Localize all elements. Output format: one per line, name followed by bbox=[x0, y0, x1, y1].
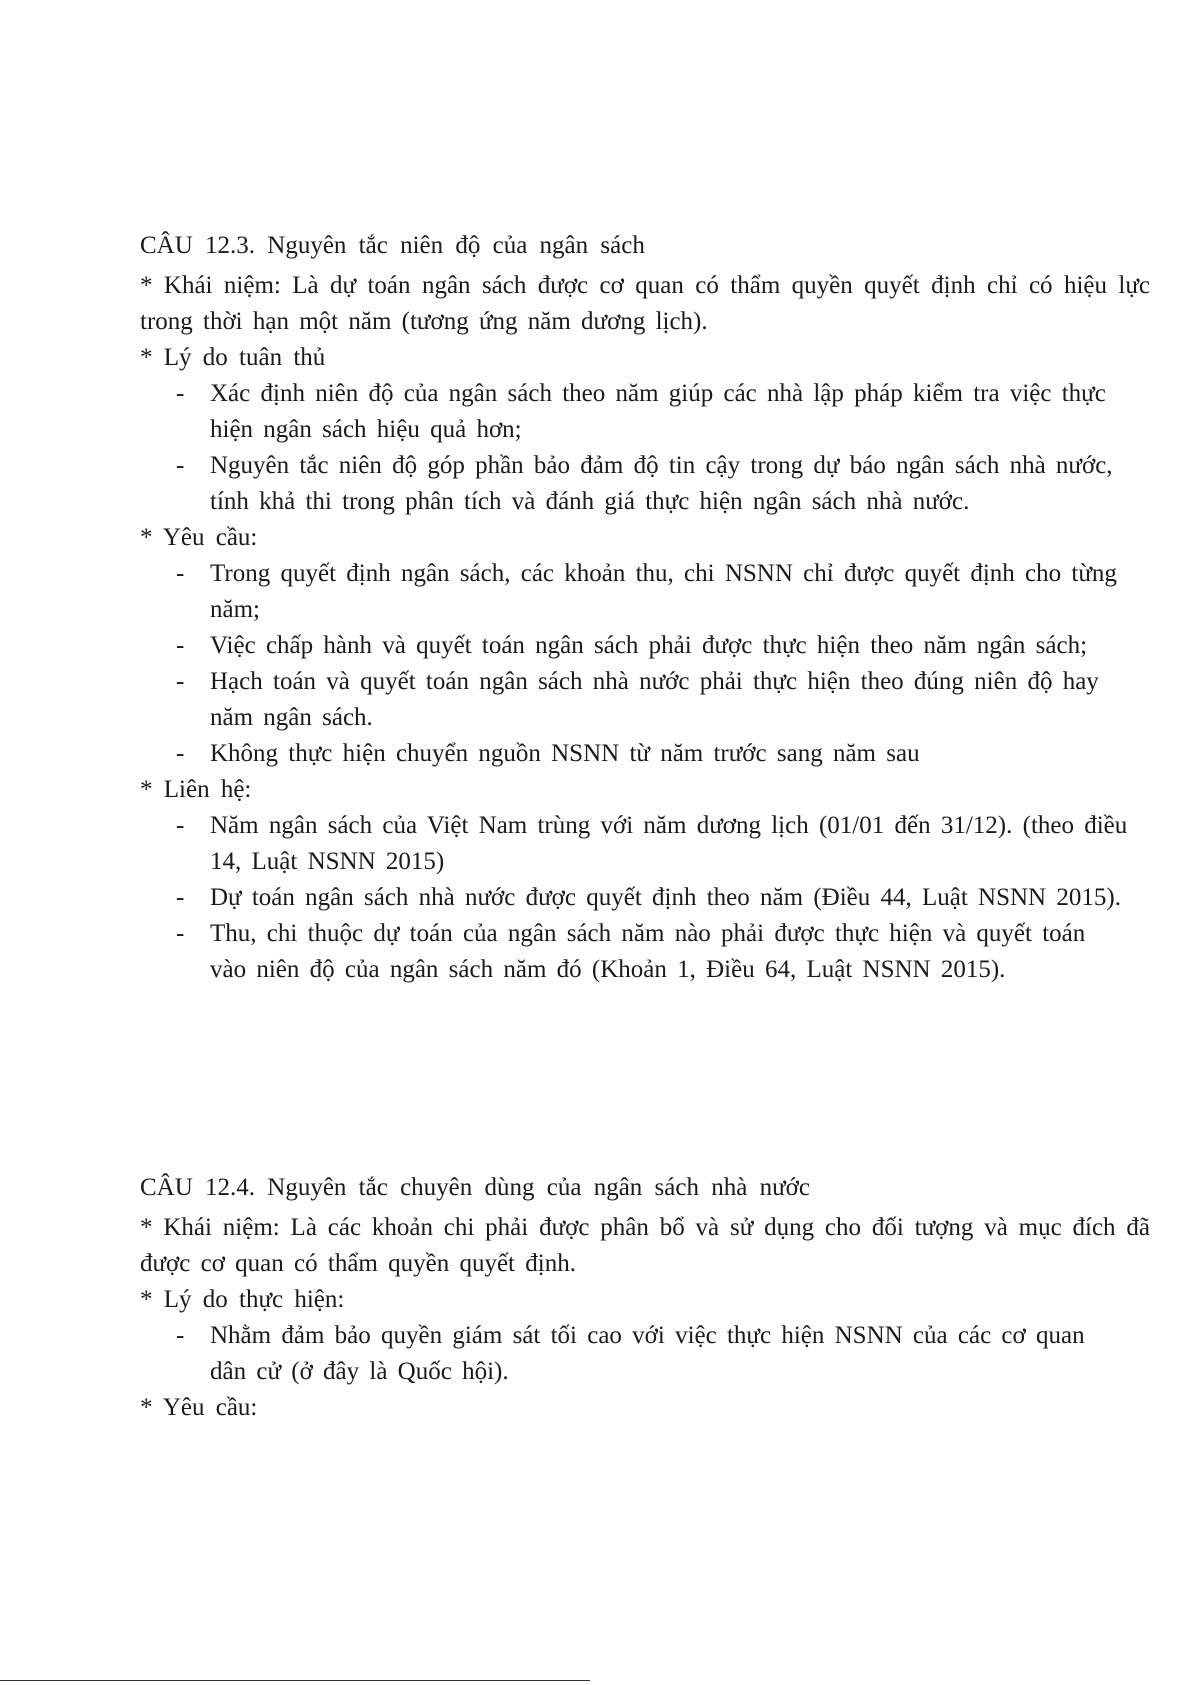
section-heading: CÂU 12.3. Nguyên tắc niên độ của ngân sách bbox=[140, 232, 645, 259]
footnote-divider bbox=[0, 1680, 590, 1681]
relations-list bbox=[140, 808, 1150, 988]
list-item: - Năm ngân sách của Việt Nam trùng với năm dương lịch (01/01 đến 31/12). (theo điều 14, Luật NSNN 2015) bbox=[176, 812, 1128, 875]
reasons-label: * Lý do tuân thủ bbox=[140, 344, 326, 371]
reasons-list bbox=[140, 376, 1150, 520]
list-item: - Xác định niên độ của ngân sách theo năm giúp các nhà lập pháp kiểm tra việc thực hiện ngân sách hiệu quả hơn; bbox=[176, 380, 1106, 443]
requirements-list bbox=[140, 556, 1150, 772]
concept-paragraph: * Khái niệm: Là các khoản chi phải được phân bổ và sử dụng cho đối tượng và mục đích đã được cơ quan có thẩm quyền quyết định. bbox=[140, 1214, 1150, 1277]
list-item: - Không thực hiện chuyển nguồn NSNN từ năm trước sang năm sau bbox=[176, 740, 920, 767]
list-item: - Việc chấp hành và quyết toán ngân sách phải được thực hiện theo năm ngân sách; bbox=[176, 632, 1088, 659]
concept-paragraph: * Khái niệm: Là dự toán ngân sách được cơ quan có thẩm quyền quyết định chỉ có hiệu lực trong thời hạn một năm (tương ứng năm dương lịch). bbox=[140, 272, 1150, 335]
reasons-list bbox=[140, 1318, 1150, 1390]
section-12-3 bbox=[140, 228, 1150, 988]
reasons-label: * Lý do thực hiện: bbox=[140, 1286, 345, 1313]
list-item: - Nhằm đảm bảo quyền giám sát tối cao với việc thực hiện NSNN của các cơ quan dân cử (ở đây là Quốc hội). bbox=[176, 1322, 1085, 1385]
relation-label: * Liên hệ: bbox=[140, 776, 252, 803]
list-item: - Nguyên tắc niên độ góp phần bảo đảm độ tin cậy trong dự báo ngân sách nhà nước, tính khả thi trong phân tích và đánh giá thực hiện ngân sách nhà nước. bbox=[176, 452, 1113, 515]
list-item: - Thu, chi thuộc dự toán của ngân sách năm nào phải được thực hiện và quyết toán vào niên độ của ngân sách năm đó (Khoản 1, Điều 64, Luật NSNN 2015). bbox=[176, 920, 1086, 983]
list-item: - Dự toán ngân sách nhà nước được quyết định theo năm (Điều 44, Luật NSNN 2015). bbox=[176, 884, 1121, 911]
section-heading: CÂU 12.4. Nguyên tắc chuyên dùng của ngân sách nhà nước bbox=[140, 1174, 810, 1201]
requirements-label: * Yêu cầu: bbox=[140, 524, 258, 551]
requirements-label: * Yêu cầu: bbox=[140, 1394, 258, 1421]
list-item: - Hạch toán và quyết toán ngân sách nhà nước phải thực hiện theo đúng niên độ hay năm ngân sách. bbox=[176, 668, 1099, 731]
list-item: - Trong quyết định ngân sách, các khoản thu, chi NSNN chỉ được quyết định cho từng năm; bbox=[176, 560, 1117, 623]
section-12-4 bbox=[140, 1170, 1150, 1426]
